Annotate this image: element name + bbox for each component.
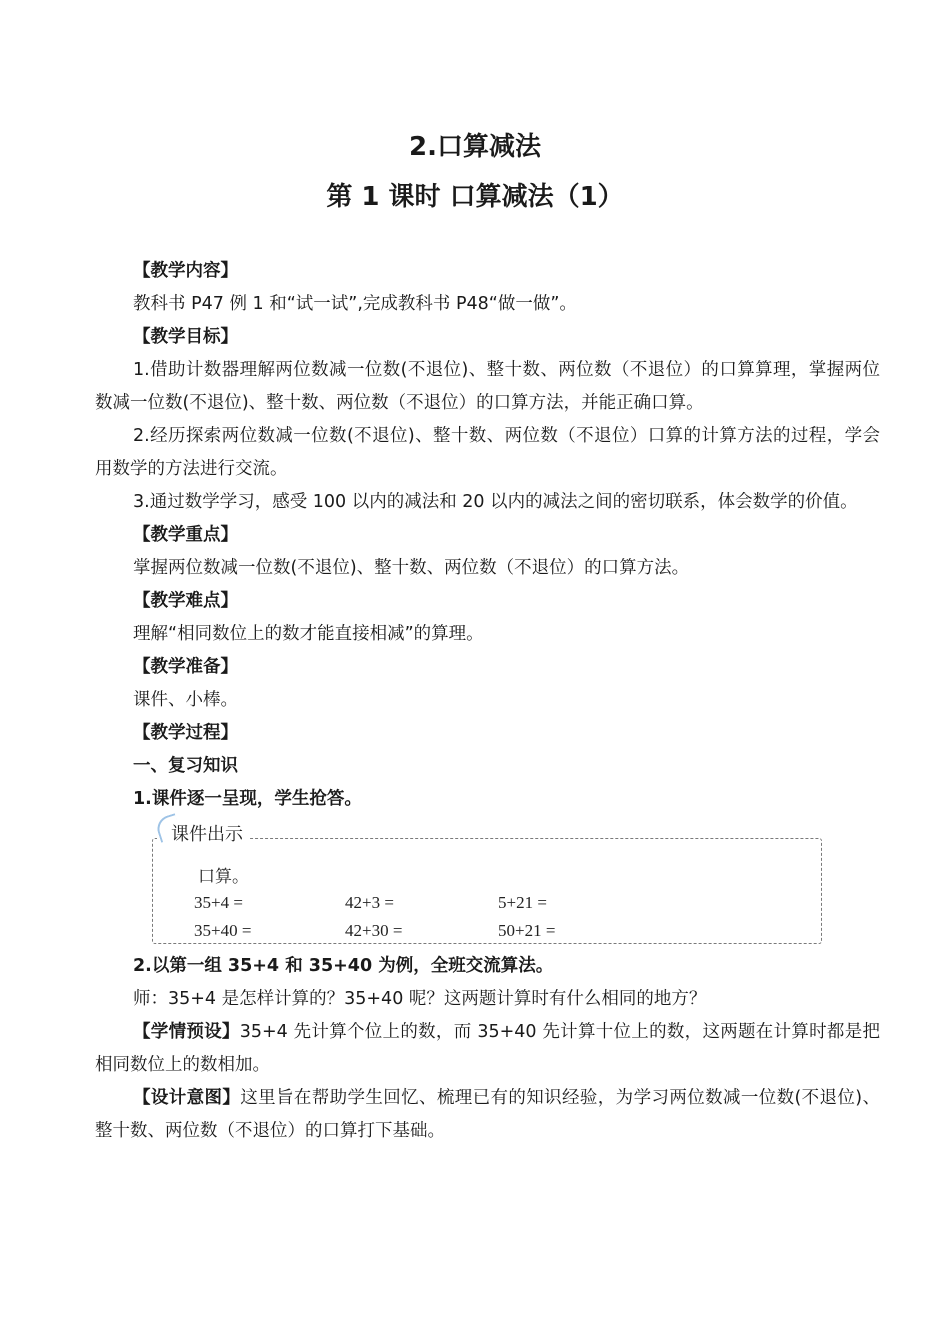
courseware-tag: [157, 820, 249, 850]
preset-text: 35+4 先计算个位上的数，而 35+40 先计算十位上的数，这两题在计算时都是把相同数位上的数相加。: [95, 1022, 881, 1075]
document-title: 2.口算减法: [409, 132, 541, 162]
equation: 35+4 =: [194, 893, 243, 912]
goal-1: 1.借助计数器理解两位数减一位数(不退位)、整十数、两位数（不退位）的口算算理，掌握两位数减一位数(不退位)、整十数、两位数（不退位）的口算方法，并能正确口算。: [95, 360, 880, 413]
document-body: [95, 255, 880, 1148]
equation: 42+3 =: [345, 893, 394, 912]
courseware-box: [152, 838, 822, 944]
prep-heading: 【教学准备】: [133, 657, 238, 677]
step-1-2: 2.以第一组 35+4 和 35+40 为例，全班交流算法。: [133, 956, 554, 976]
key-heading: 【教学重点】: [133, 525, 238, 545]
step-1-heading: 一、复习知识: [133, 756, 238, 776]
process-heading: 【教学过程】: [133, 723, 238, 743]
teacher-question: 师：35+4 是怎样计算的？35+40 呢？这两题计算时有什么相同的地方？: [133, 989, 707, 1009]
difficulty-heading: 【教学难点】: [133, 591, 238, 611]
goal-heading: 【教学目标】: [133, 327, 238, 347]
content-heading: 【教学内容】: [133, 261, 238, 281]
prep-text: 课件、小棒。: [133, 690, 238, 710]
courseware-tag-label: 课件出示: [171, 824, 243, 845]
equation: 50+21 =: [498, 921, 556, 940]
goal-3: 3.通过数学学习，感受 100 以内的减法和 20 以内的减法之间的密切联系，体会数学的价值。: [133, 492, 858, 512]
goal-2: 2.经历探索两位数减一位数(不退位)、整十数、两位数（不退位）口算的计算方法的过程，学会用数学的方法进行交流。: [95, 426, 880, 479]
content-text: 教科书 P47 例 1 和“试一试”,完成教科书 P48“做一做”。: [133, 294, 577, 314]
courseware-panel: [95, 820, 880, 950]
equation: 42+30 =: [345, 921, 403, 940]
intent-text: 这里旨在帮助学生回忆、梳理已有的知识经验，为学习两位数减一位数(不退位)、整十数、两位数（不退位）的口算打下基础。: [95, 1088, 880, 1141]
equation: 5+21 =: [498, 893, 547, 912]
intent-heading: 【设计意图】: [133, 1088, 241, 1108]
difficulty-text: 理解“相同数位上的数才能直接相减”的算理。: [133, 624, 484, 644]
courseware-instruction: 口算。: [198, 867, 249, 887]
preset-heading: 【学情预设】: [133, 1022, 240, 1042]
equation: 35+40 =: [194, 921, 252, 940]
key-text: 掌握两位数减一位数(不退位)、整十数、两位数（不退位）的口算方法。: [133, 558, 690, 578]
preset-paragraph: [95, 1016, 880, 1082]
lesson-subtitle: 第 1 课时 口算减法（1）: [326, 182, 624, 212]
intent-paragraph: [95, 1082, 880, 1148]
step-1-1: 1.课件逐一呈现，学生抢答。: [133, 789, 362, 809]
